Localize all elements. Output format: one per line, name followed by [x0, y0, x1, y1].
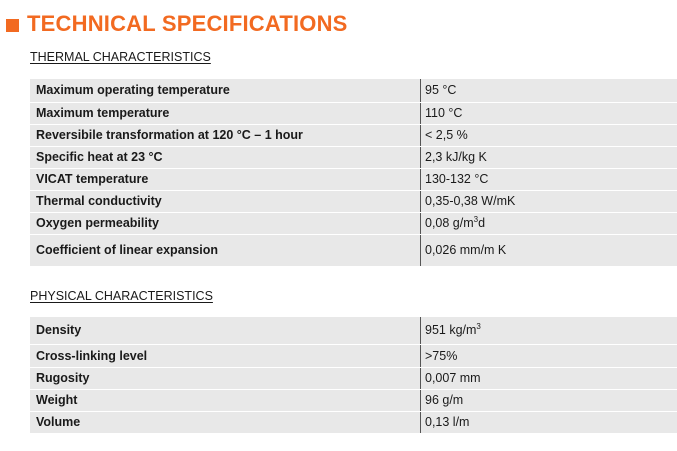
spec-name: Rugosity	[30, 367, 421, 389]
spec-value-text: 2,3 kJ/kg K	[425, 150, 487, 164]
spec-name: VICAT temperature	[30, 168, 421, 190]
spec-row	[30, 234, 677, 266]
thermal-heading: THERMAL CHARACTERISTICS	[30, 50, 211, 64]
spec-name: Density	[30, 317, 421, 344]
physical-heading: PHYSICAL CHARACTERISTICS	[30, 289, 213, 303]
spec-row	[30, 344, 677, 367]
spec-value	[421, 344, 677, 367]
spec-value-text: 0,007 mm	[425, 371, 481, 385]
spec-value-suffix: d	[478, 216, 486, 230]
spec-row	[30, 411, 677, 433]
spec-value	[421, 102, 677, 124]
spec-name: Cross-linking level	[30, 344, 421, 367]
spec-value-text: < 2,5 %	[425, 128, 468, 142]
spec-name: Maximum operating temperature	[30, 79, 421, 102]
spec-value-text: 0,026 mm/m K	[425, 243, 507, 257]
spec-value	[421, 212, 677, 234]
spec-value-text: 110 °C	[425, 106, 463, 120]
spec-value-text: 96 g/m	[425, 393, 464, 407]
spec-name: Weight	[30, 389, 421, 411]
spec-value-superscript: 3	[473, 214, 479, 224]
spec-value-superscript: 3	[476, 322, 481, 332]
spec-value	[421, 411, 677, 433]
spec-row	[30, 389, 677, 411]
spec-name: Oxygen permeability	[30, 212, 421, 234]
spec-value-text: 130-132 °C	[425, 172, 489, 186]
spec-value-text: 0,13 l/m	[425, 415, 470, 429]
spec-row	[30, 168, 677, 190]
spec-value	[421, 389, 677, 411]
spec-row	[30, 124, 677, 146]
spec-value-text: 0,08 g/m	[425, 216, 474, 230]
spec-value-text: >75%	[425, 348, 458, 363]
spec-row	[30, 317, 677, 344]
spec-value	[421, 124, 677, 146]
page-title-text: TECHNICAL SPECIFICATIONS	[27, 11, 348, 36]
spec-name: Maximum temperature	[30, 102, 421, 124]
spec-value	[421, 146, 677, 168]
spec-name: Specific heat at 23 °C	[30, 146, 421, 168]
spec-value	[421, 367, 677, 389]
spec-value-text: 0,35-0,38 W/mK	[425, 194, 516, 208]
thermal-table	[30, 79, 677, 267]
spec-value	[421, 79, 677, 102]
page-title	[6, 9, 348, 39]
spec-value-text: 95 °C	[425, 83, 457, 98]
physical-table	[30, 317, 677, 434]
spec-name: Reversibile transformation at 120 °C – 1 hour	[30, 124, 421, 146]
spec-value	[421, 234, 677, 266]
bullet-square-icon	[6, 19, 19, 32]
spec-row	[30, 212, 677, 234]
spec-value	[421, 190, 677, 212]
spec-row	[30, 79, 677, 102]
spec-value-text: 951 kg/m	[425, 323, 477, 338]
spec-row	[30, 367, 677, 389]
spec-name: Thermal conductivity	[30, 190, 421, 212]
spec-value	[421, 317, 677, 344]
spec-row	[30, 146, 677, 168]
spec-name: Coefficient of linear expansion	[30, 234, 421, 266]
spec-name: Volume	[30, 411, 421, 433]
spec-row	[30, 102, 677, 124]
spec-value	[421, 168, 677, 190]
spec-row	[30, 190, 677, 212]
